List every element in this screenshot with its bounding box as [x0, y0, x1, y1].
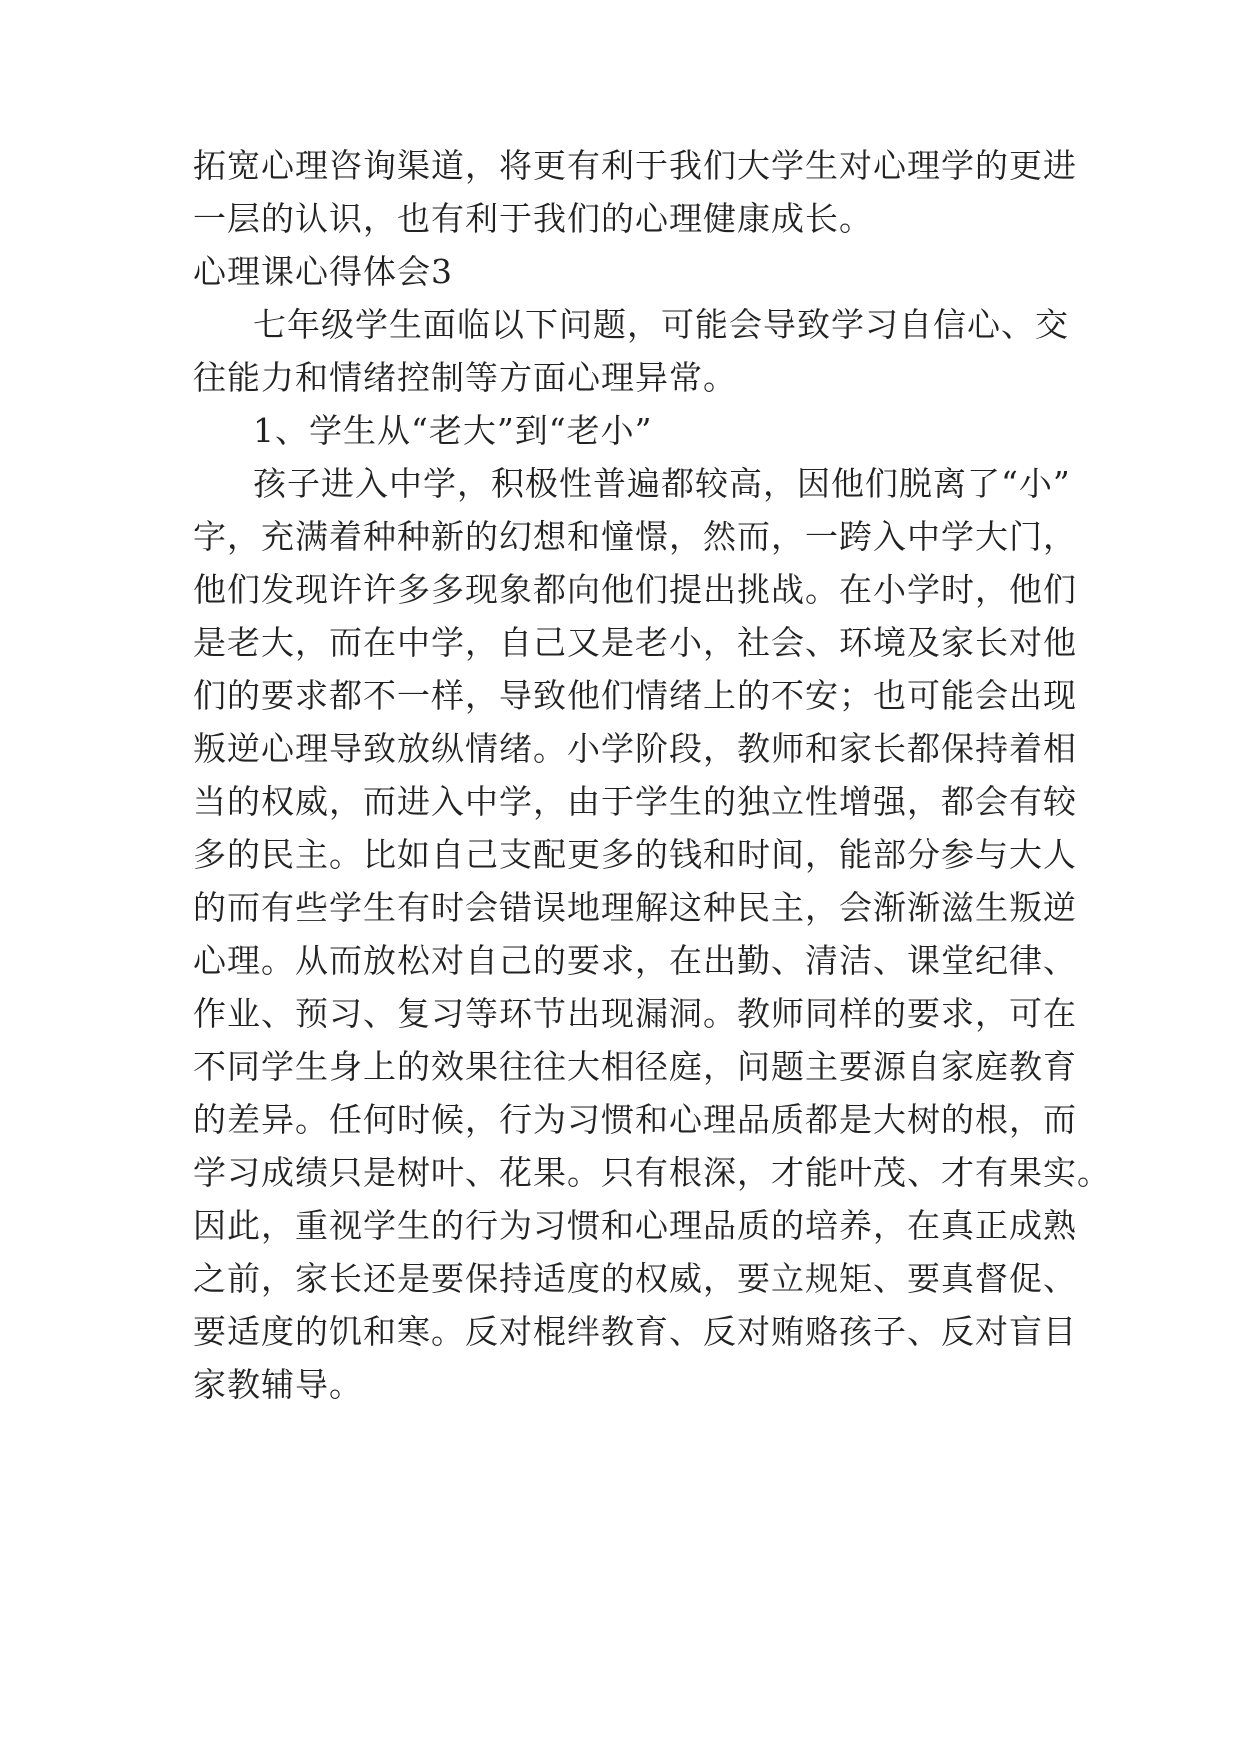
paragraph-line: 叛逆心理导致放纵情绪。小学阶段，教师和家长都保持着相 [193, 729, 1077, 768]
paragraph-line: 心理。从而放松对自己的要求，在出勤、清洁、课堂纪律、 [193, 941, 1077, 980]
paragraph-line: 作业、预习、复习等环节出现漏洞。教师同样的要求，可在 [193, 994, 1077, 1033]
paragraph-line: 之前，家长还是要保持适度的权威，要立规矩、要真督促、 [193, 1259, 1077, 1298]
paragraph-line: 当的权威，而进入中学，由于学生的独立性增强，都会有较 [193, 782, 1077, 821]
paragraph-line: 往能力和情绪控制等方面心理异常。 [193, 358, 737, 397]
paragraph-line: 多的民主。比如自己支配更多的钱和时间，能部分参与大人 [193, 835, 1077, 874]
paragraph-line: 的差异。任何时候，行为习惯和心理品质都是大树的根，而 [193, 1100, 1077, 1139]
paragraph-line: 字，充满着种种新的幻想和憧憬，然而，一跨入中学大门， [193, 517, 1077, 556]
paragraph-line: 是老大，而在中学，自己又是老小，社会、环境及家长对他 [193, 623, 1077, 662]
paragraph-line: 一层的认识，也有利于我们的心理健康成长。 [193, 199, 873, 238]
paragraph-line: 拓宽心理咨询渠道，将更有利于我们大学生对心理学的更进 [193, 146, 1077, 185]
paragraph-line: 不同学生身上的效果往往大相径庭，问题主要源自家庭教育 [193, 1047, 1077, 1086]
paragraph-line: 家教辅导。 [193, 1365, 363, 1404]
paragraph-line: 因此，重视学生的行为习惯和心理品质的培养，在真正成熟 [193, 1206, 1077, 1245]
paragraph-line: 孩子进入中学，积极性普遍都较高，因他们脱离了“小” [253, 464, 1071, 503]
paragraph-line: 要适度的饥和寒。反对棍绊教育、反对贿赂孩子、反对盲目 [193, 1312, 1077, 1351]
paragraph-line: 的而有些学生有时会错误地理解这种民主，会渐渐滋生叛逆 [193, 888, 1077, 927]
paragraph-line: 学习成绩只是树叶、花果。只有根深，才能叶茂、才有果实。 [193, 1153, 1111, 1192]
paragraph-line: 七年级学生面临以下问题，可能会导致学习自信心、交 [253, 305, 1069, 344]
section-heading: 心理课心得体会3 [193, 252, 453, 291]
paragraph-line: 他们发现许许多多现象都向他们提出挑战。在小学时，他们 [193, 570, 1077, 609]
subheading: 1、学生从“老大”到“老小” [253, 411, 653, 450]
paragraph-line: 们的要求都不一样，导致他们情绪上的不安；也可能会出现 [193, 676, 1077, 715]
